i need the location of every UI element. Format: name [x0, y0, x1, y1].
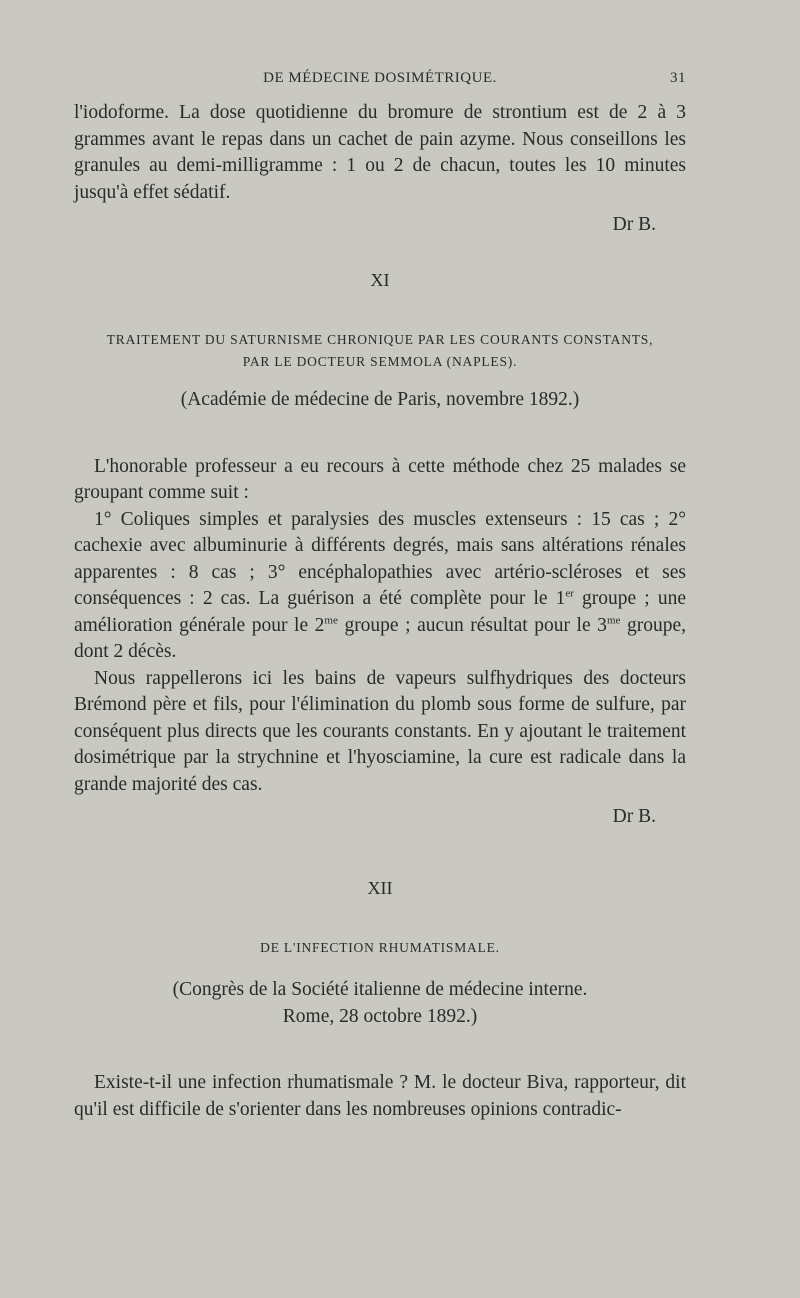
section-xii-number: XII	[367, 877, 393, 898]
running-header	[74, 70, 686, 94]
section-xii-title: DE L'INFECTION RHUMATISMALE.	[260, 940, 500, 955]
section-xi-paragraph-3: Nous rappellerons ici les bains de vapeurs sulfhydriques des docteurs Brémond père et fils, pour l'élimination du plomb sous forme de sulfure, par conséquent plus directs que les courants constants. En y ajoutant le traitement dosimétrique par la strychnine et l'hyosciamine, la cure est radicale dans la grande majorité des cas.	[74, 667, 686, 795]
section-xi-paragraph-1: L'honorable professeur a eu recours à cette méthode chez 25 malades se groupant comme suit :	[74, 455, 686, 503]
intro-paragraph: l'iodoforme. La dose quotidienne du bromure de strontium est de 2 à 3 grammes avant le repas dans un cachet de pain azyme. Nous conseillons les granules au demi-milligramme : 1 ou 2 de chacun, toutes les 10 minutes jusqu'à effet sédatif.	[74, 102, 686, 203]
section-xi-paragraph-2: 1° Coliques simples et paralysies des muscles extenseurs : 15 cas ; 2° cachexie avec albuminurie à différents degrés, mais sans altérations rénales apparentes : 8 cas ; 3° encéphalopathies avec artério-scléroses et ses conséquences : 2 cas. La guérison a été complète pour le 1er groupe ; une amélioration générale pour le $2^{me}$ groupe ; aucun résultat pour le $3^{me}$ groupe, dont 2 décès.	[74, 508, 686, 662]
section-xi-signature: Dr B.	[612, 806, 656, 827]
header-title: DE MÉDECINE DOSIMÉTRIQUE.	[263, 70, 497, 86]
intro-signature: Dr B.	[612, 214, 656, 235]
section-xi-source: (Académie de médecine de Paris, novembre 1892.)	[180, 389, 580, 410]
section-xi-title-line1: TRAITEMENT DU SATURNISME CHRONIQUE PAR LES COURANTS CONSTANTS,	[106, 332, 654, 347]
page-number: 31	[670, 70, 686, 86]
page-body	[74, 100, 686, 1123]
section-xii-source-line1: (Congrès de la Société italienne de médecine interne.	[172, 979, 588, 1000]
section-xii-paragraph-1: Existe-t-il une infection rhumatismale ? M. le docteur Biva, rapporteur, dit qu'il est difficile de s'orienter dans les nombreuses opinions contradic-	[74, 1072, 686, 1120]
section-xii-source-line2: Rome, 28 octobre 1892.)	[282, 1005, 478, 1027]
section-xi-number: XI	[370, 269, 390, 290]
section-xi-title-line2: PAR LE DOCTEUR SEMMOLA (NAPLES).	[242, 354, 518, 369]
